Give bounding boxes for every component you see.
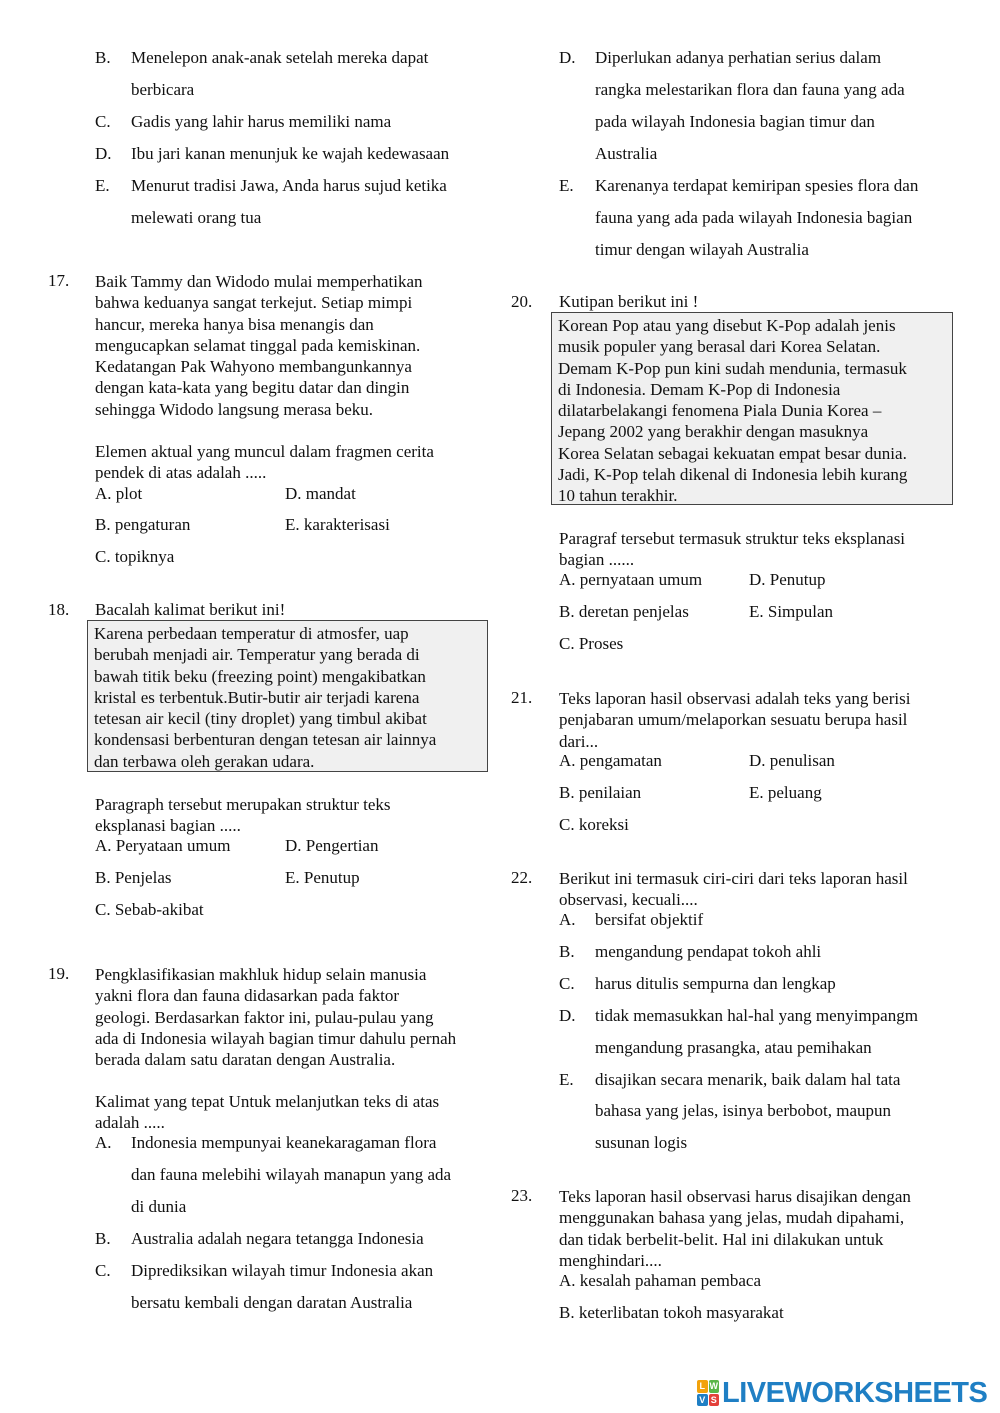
question-line: Berikut ini termasuk ciri-ciri dari teks laporan hasil: [559, 869, 908, 888]
passage-line: di Indonesia. Demam K-Pop di Indonesia: [558, 379, 841, 399]
option-text: mengandung prasangka, atau pemihakan: [595, 1038, 872, 1057]
question-line: Paragraf tersebut termasuk struktur teks eksplanasi: [559, 529, 906, 548]
question-line: dan tidak berbelit-belit. Hal ini dilakukan untuk: [559, 1229, 884, 1249]
option-text: bersatu kembali dengan daratan Australia: [131, 1293, 413, 1312]
passage-line: Pengklasifikasian makhluk hidup selain manusia: [95, 965, 427, 984]
q21-option-d[interactable]: D. penulisan: [749, 751, 835, 770]
passage-line: berada dalam satu daratan dengan Australia.: [95, 1050, 396, 1070]
passage-line: musik populer yang berasal dari Korea Selatan.: [558, 337, 881, 357]
option-text: pada wilayah Indonesia bagian timur dan: [595, 112, 875, 131]
passage-line: Jadi, K-Pop telah dikenal di Indonesia lebih kurang: [558, 465, 908, 485]
q20-option-b[interactable]: B. deretan penjelas: [559, 602, 689, 621]
option-letter: E.: [559, 1070, 574, 1089]
q20-option-e[interactable]: E. Simpulan: [749, 602, 834, 621]
q21-option-a[interactable]: A. pengamatan: [559, 751, 662, 770]
option-text: berbicara: [131, 80, 195, 99]
question-line: dari...: [559, 731, 599, 751]
option-letter: C.: [559, 974, 575, 993]
q20-option-a[interactable]: A. pernyataan umum: [559, 570, 703, 589]
option-letter: D.: [559, 48, 576, 67]
q21-option-b[interactable]: B. penilaian: [559, 783, 642, 802]
passage-line: mengucapkan selamat tinggal pada kemiskinan.: [95, 335, 421, 355]
option-text: Diperlukan adanya perhatian serius dalam: [595, 48, 882, 67]
q17-option-a[interactable]: A. plot: [95, 484, 143, 503]
q23-option-b[interactable]: B. keterlibatan tokoh masyarakat: [559, 1303, 784, 1322]
option-letter: A.: [559, 910, 576, 929]
passage-line: sehingga Widodo langsung merasa beku.: [95, 399, 374, 419]
q21-question: [559, 688, 910, 752]
passage-line: bahwa keduanya sangat terkejut. Setiap mimpi: [95, 293, 413, 313]
q20-passage-box: [551, 312, 953, 505]
question-line: Teks laporan hasil observasi adalah teks yang berisi: [559, 689, 911, 708]
passage-line: Korea Selatan sebagai kekuatan empat besar dunia.: [558, 443, 907, 463]
q18-option-a[interactable]: A. Peryataan umum: [95, 836, 231, 855]
option-text: harus ditulis sempurna dan lengkap: [595, 974, 836, 993]
q18-option-b[interactable]: B. Penjelas: [95, 868, 172, 887]
passage-line: dengan kata-kata yang begitu datar dan dingin: [95, 378, 410, 398]
question-line: Teks laporan hasil observasi harus disajikan dengan: [559, 1187, 911, 1206]
option-letter: B.: [95, 1229, 111, 1248]
q18-option-c[interactable]: C. Sebab-akibat: [95, 900, 204, 919]
question-number-20: 20.: [511, 292, 533, 311]
q19-question: [95, 1091, 439, 1134]
passage-line: bawah titik beku (freezing point) mengakibatkan: [94, 666, 426, 686]
option-letter: E.: [95, 176, 110, 195]
q18-option-e[interactable]: E. Penutup: [285, 868, 360, 887]
passage-line: Demam K-Pop pun kini sudah mendunia, termasuk: [558, 358, 907, 378]
option-letter: C.: [95, 112, 111, 131]
q18-intro: Bacalah kalimat berikut ini!: [95, 600, 286, 619]
q17-passage: [95, 271, 423, 420]
q20-intro: Kutipan berikut ini !: [559, 292, 699, 311]
passage-line: Baik Tammy dan Widodo mulai memperhatikan: [95, 272, 423, 291]
passage-line: berubah menjadi air. Temperatur yang berada di: [94, 645, 420, 665]
option-text: tidak memasukkan hal-hal yang menyimpangm: [595, 1006, 918, 1025]
question-number-21: 21.: [511, 688, 533, 707]
passage-line: kristal es terbentuk.Butir-butir air terjadi karena: [94, 687, 420, 707]
question-line: pendek di atas adalah .....: [95, 463, 267, 483]
passage-line: dilatarbelakangi fenomena Piala Dunia Korea –: [558, 401, 882, 421]
passage-line: Karena perbedaan temperatur di atmosfer, uap: [94, 624, 409, 643]
q18-question: [95, 794, 391, 837]
option-text: Indonesia mempunyai keanekaragaman flora: [131, 1133, 437, 1152]
question-line: menggunakan bahasa yang jelas, mudah dipahami,: [559, 1208, 905, 1228]
passage-line: Jepang 2002 yang berakhir dengan masuknya: [558, 422, 869, 442]
q20-option-d[interactable]: D. Penutup: [749, 570, 826, 589]
option-text: mengandung pendapat tokoh ahli: [595, 942, 822, 961]
q20-question: [559, 528, 905, 571]
question-line: bagian ......: [559, 550, 635, 570]
option-text: bahasa yang jelas, isinya berbobot, maupun: [595, 1101, 892, 1120]
q18-passage-box: [87, 620, 488, 772]
passage-line: kondensasi berbenturan dengan tetesan air lainnya: [94, 730, 437, 750]
option-text: di dunia: [131, 1197, 187, 1216]
option-text: Ibu jari kanan menunjuk ke wajah kedewasaan: [131, 144, 450, 163]
option-text: susunan logis: [595, 1133, 688, 1152]
option-text: Australia: [595, 144, 658, 163]
q17-option-e[interactable]: E. karakterisasi: [285, 515, 390, 534]
q21-option-e[interactable]: E. peluang: [749, 783, 822, 802]
q23-question: [559, 1186, 911, 1271]
option-text: Diprediksikan wilayah timur Indonesia akan: [131, 1261, 434, 1280]
question-number-22: 22.: [511, 868, 533, 887]
option-text: Karenanya terdapat kemiripan spesies flora dan: [595, 176, 919, 195]
passage-line: Kedatangan Pak Wahyono membangunkannya: [95, 357, 412, 377]
option-text: fauna yang ada pada wilayah Indonesia bagian: [595, 208, 913, 227]
option-text: Australia adalah negara tetangga Indonesia: [131, 1229, 424, 1248]
passage-line: Korean Pop atau yang disebut K-Pop adalah jenis: [558, 316, 896, 335]
option-letter: D.: [559, 1006, 576, 1025]
passage-line: yakni flora dan fauna didasarkan pada faktor: [95, 986, 399, 1006]
q17-option-d[interactable]: D. mandat: [285, 484, 356, 503]
option-text: timur dengan wilayah Australia: [595, 240, 809, 259]
question-line: Elemen aktual yang muncul dalam fragmen cerita: [95, 442, 434, 461]
question-number-17: 17.: [48, 271, 70, 290]
option-text: bersifat objektif: [595, 910, 704, 929]
question-line: Kalimat yang tepat Untuk melanjutkan teks di atas: [95, 1092, 440, 1111]
q17-option-c[interactable]: C. topiknya: [95, 547, 175, 566]
passage-line: tetesan air kecil (tiny droplet) yang timbul akibat: [94, 709, 427, 729]
passage-line: ada di Indonesia wilayah bagian timur dahulu pernah: [95, 1028, 457, 1048]
option-text: dan fauna melebihi wilayah manapun yang ada: [131, 1165, 452, 1184]
option-text: rangka melestarikan flora dan fauna yang ada: [595, 80, 905, 99]
question-number-18: 18.: [48, 600, 70, 619]
option-text: Gadis yang lahir harus memiliki nama: [131, 112, 392, 131]
passage-line: hancur, mereka hanya bisa menangis dan: [95, 314, 374, 334]
q23-option-a[interactable]: A. kesalah pahaman pembaca: [559, 1271, 762, 1290]
question-line: penjabaran umum/melaporkan sesuatu berupa hasil: [559, 710, 908, 730]
q21-option-c[interactable]: C. koreksi: [559, 815, 629, 834]
passage-line: 10 tahun terakhir.: [558, 486, 678, 506]
option-text: melewati orang tua: [131, 208, 262, 227]
option-letter: B.: [95, 48, 111, 67]
passage-line: geologi. Berdasarkan faktor ini, pulau-pulau yang: [95, 1007, 434, 1027]
q18-option-d[interactable]: D. Pengertian: [285, 836, 379, 855]
question-number-23: 23.: [511, 1186, 533, 1205]
question-line: menghindari....: [559, 1250, 662, 1270]
q19-passage: [95, 964, 456, 1070]
q17-option-b[interactable]: B. pengaturan: [95, 515, 191, 534]
question-number-19: 19.: [48, 964, 70, 983]
question-line: observasi, kecuali....: [559, 890, 698, 910]
option-letter: D.: [95, 144, 112, 163]
liveworksheets-logo: [697, 1376, 997, 1410]
passage-line: dan terbawa oleh gerakan udara.: [94, 751, 315, 771]
logo-mark-icon: L W V S: [697, 1380, 719, 1406]
question-line: Paragraph tersebut merupakan struktur teks: [95, 795, 391, 814]
question-line: eksplanasi bagian .....: [95, 816, 241, 836]
option-text: Menurut tradisi Jawa, Anda harus sujud ketika: [131, 176, 447, 195]
option-letter: E.: [559, 176, 574, 195]
option-letter: B.: [559, 942, 575, 961]
q17-question: [95, 441, 434, 484]
option-letter: A.: [95, 1133, 112, 1152]
question-line: adalah .....: [95, 1113, 165, 1133]
option-text: disajikan secara menarik, baik dalam hal tata: [595, 1070, 901, 1089]
option-text: Menelepon anak-anak setelah mereka dapat: [131, 48, 429, 67]
option-letter: C.: [95, 1261, 111, 1280]
q20-option-c[interactable]: C. Proses: [559, 634, 624, 653]
q22-question: [559, 868, 908, 911]
logo-text: LIVEWORKSHEETS: [722, 1376, 988, 1409]
